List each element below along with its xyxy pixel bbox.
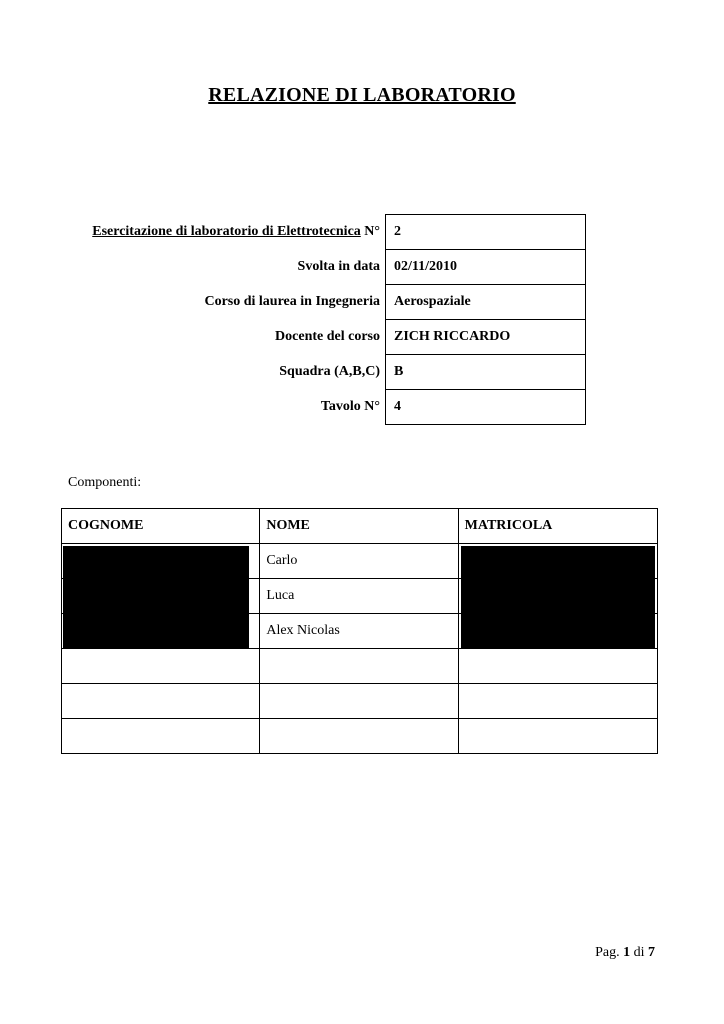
- esercitazione-label: [40, 224, 380, 240]
- cell-nome: Carlo: [260, 544, 458, 579]
- redaction-cognome: [63, 546, 249, 649]
- table-row: [62, 719, 658, 754]
- components-label: Componenti:: [68, 475, 142, 490]
- page-title: RELAZIONE DI LABORATORIO: [208, 84, 516, 106]
- cell-nome: [260, 649, 458, 684]
- header-matricola: MATRICOLA: [458, 509, 657, 544]
- cell-cognome: [62, 719, 260, 754]
- docente-value: ZICH RICCARDO: [386, 320, 586, 355]
- squadra-label: Squadra (A,B,C): [279, 364, 380, 379]
- cell-matricola: [458, 719, 657, 754]
- corso-value: Aerospaziale: [386, 285, 586, 320]
- cell-nome: [260, 684, 458, 719]
- svolta-value: 02/11/2010: [386, 250, 586, 285]
- table-header-row: [62, 509, 658, 544]
- header-cognome: COGNOME: [62, 509, 260, 544]
- esercitazione-label-text: Esercitazione di laboratorio di Elettrotecnica: [92, 224, 361, 239]
- svolta-label: Svolta in data: [297, 259, 380, 274]
- table-row: [62, 649, 658, 684]
- footer-prefix: Pag.: [595, 945, 624, 960]
- footer-page-total: 7: [648, 945, 655, 960]
- cell-matricola: [458, 684, 657, 719]
- squadra-value: B: [386, 355, 586, 390]
- cell-matricola: [458, 649, 657, 684]
- cell-nome: Alex Nicolas: [260, 614, 458, 649]
- corso-label: Corso di laurea in Ingegneria: [204, 294, 380, 309]
- header-nome: NOME: [260, 509, 458, 544]
- cell-nome: [260, 719, 458, 754]
- footer-middle: di: [630, 945, 648, 960]
- info-table: [385, 214, 586, 425]
- table-row: [62, 684, 658, 719]
- redaction-matricola: [461, 546, 655, 649]
- footer-page-number: 1: [623, 945, 631, 960]
- page-footer: [595, 945, 655, 961]
- cell-cognome: [62, 684, 260, 719]
- esercitazione-label-suffix: N°: [360, 224, 380, 239]
- esercitazione-value: 2: [386, 215, 586, 250]
- cell-nome: Luca: [260, 579, 458, 614]
- tavolo-label: Tavolo N°: [320, 399, 380, 414]
- docente-label: Docente del corso: [275, 329, 380, 344]
- cell-cognome: [62, 649, 260, 684]
- tavolo-value: 4: [386, 390, 586, 425]
